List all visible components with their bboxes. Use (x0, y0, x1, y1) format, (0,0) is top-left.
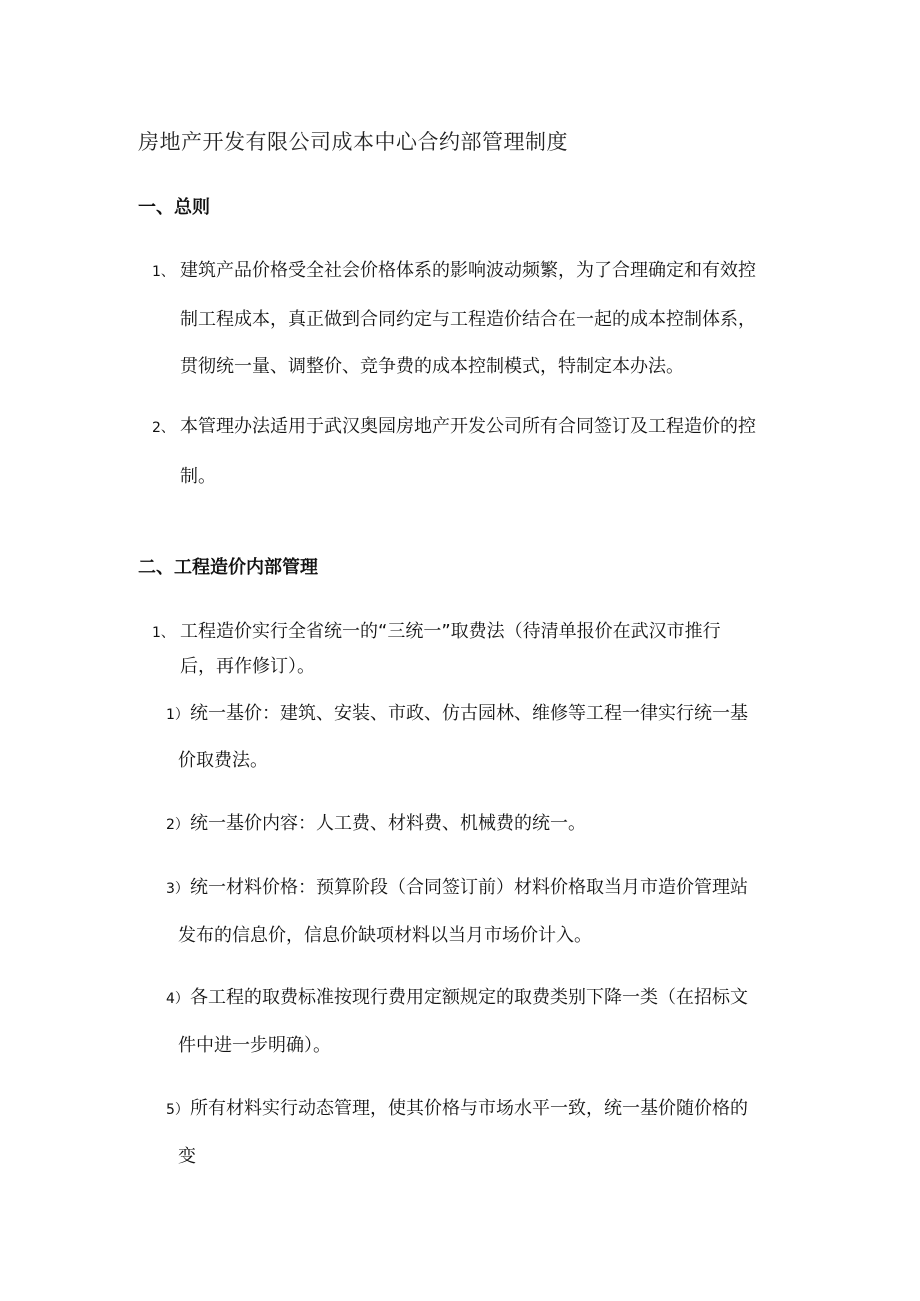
subitem-number: 5） (166, 1102, 189, 1118)
item-line: 建筑产品价格受全社会价格体系的影响波动频繁，为了合理确定和有效控 (180, 260, 756, 281)
item-number: 1、 (152, 264, 175, 280)
item-line: 统一材料价格：预算阶段（合同签订前）材料价格取当月市造价管理站 (190, 877, 748, 898)
section-heading-cost-management: 二、工程造价内部管理 (138, 557, 318, 578)
item-line: 各工程的取费标准按现行费用定额规定的取费类别下降一类（在招标文 (190, 987, 748, 1008)
item-line: 统一基价内容：人工费、材料费、机械费的统一。 (190, 813, 586, 834)
item-line: 制工程成本，真正做到合同约定与工程造价结合在一起的成本控制体系， (180, 309, 756, 330)
item-line: 件中进一步明确）。 (178, 1035, 331, 1056)
subitem-number: 4） (166, 991, 189, 1007)
subitem-number: 2） (166, 817, 189, 833)
item-line: 统一基价：建筑、安装、市政、仿古园林、维修等工程一律实行统一基 (190, 703, 748, 724)
item-line: 价取费法。 (178, 750, 268, 771)
item-line: 工程造价实行全省统一的“三统一”取费法（待清单报价在武汉市推行 (180, 621, 721, 642)
item-line: 本管理办法适用于武汉奥园房地产开发公司所有合同签订及工程造价的控 (180, 416, 756, 437)
item-number: 1、 (152, 625, 175, 641)
item-line: 发布的信息价，信息价缺项材料以当月市场价计入。 (178, 925, 592, 946)
item-line: 所有材料实行动态管理，使其价格与市场水平一致，统一基价随价格的 (190, 1098, 748, 1119)
item-line: 贯彻统一量、调整价、竞争费的成本控制模式，特制定本办法。 (180, 356, 684, 377)
subitem-number: 1） (166, 707, 189, 723)
item-line: 后，再作修订）。 (180, 656, 315, 677)
subitem-number: 3） (166, 881, 189, 897)
item-number: 2、 (152, 420, 175, 436)
item-line: 变 (178, 1146, 196, 1167)
item-line: 制。 (180, 466, 216, 487)
section-heading-general: 一、总则 (138, 197, 210, 218)
document-title: 房地产开发有限公司成本中心合约部管理制度 (138, 130, 568, 154)
